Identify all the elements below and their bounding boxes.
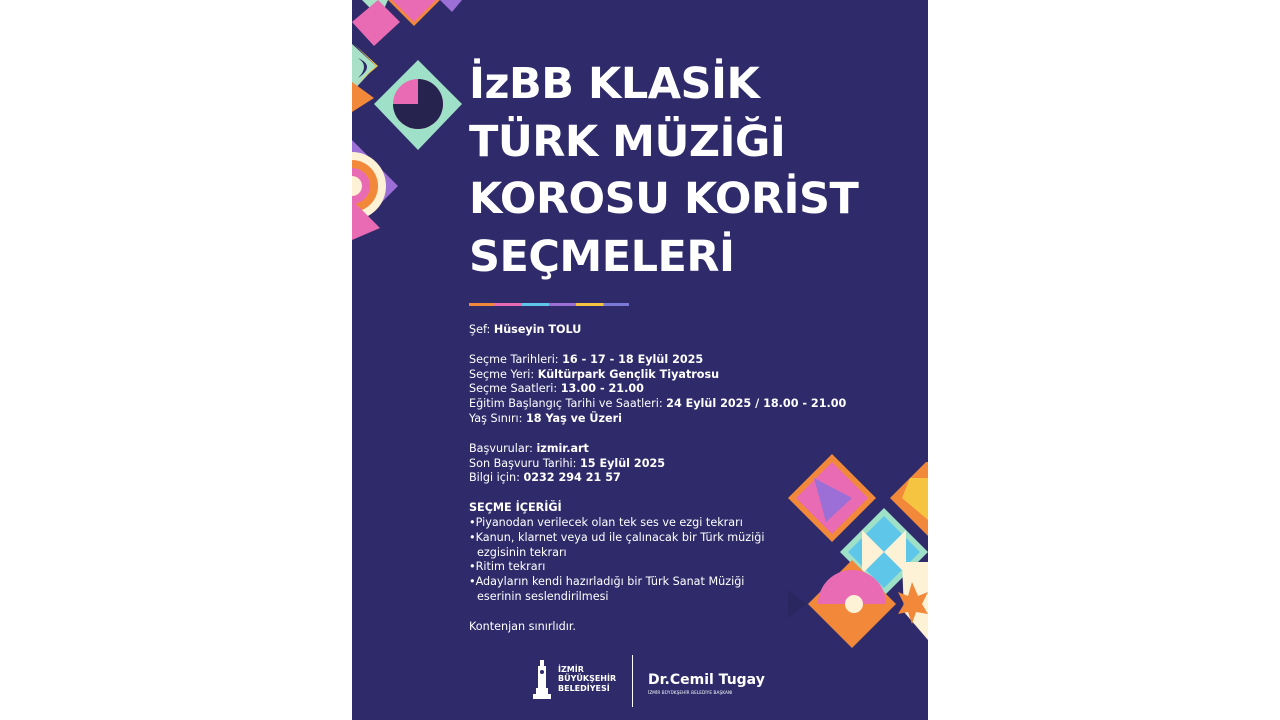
application-link[interactable]: izmir.art [536,441,589,455]
schedule-value: 24 Eylül 2025 / 18.00 - 21.00 [666,397,847,411]
conductor-value: Hüseyin TOLU [493,323,582,336]
schedule-value: 13.00 - 21.00 [560,382,644,396]
title-line: SEÇMELERİ [469,231,735,282]
mayor-title: İZMİR BÜYÜKŞEHİR BELEDİYE BAŞKANI [648,690,733,695]
application-label: Son Başvuru Tarihi: [469,456,577,470]
footer-divider [632,655,633,707]
application-label: Bilgi için: [469,471,520,485]
clock-tower-icon [532,658,552,700]
title-line: TÜRK MÜZİĞİ [469,116,786,167]
quota-note: Kontenjan sınırlıdır. [469,619,576,633]
conductor-label: Şef: [469,323,491,336]
schedule-row [469,397,909,412]
application-row [469,457,909,472]
schedule-row [469,412,909,427]
event-poster [352,0,928,720]
list-item-continuation: eserinin seslendirilmesi [477,589,609,603]
list-item: •Ritim tekrarı [469,560,546,574]
event-details [469,323,909,635]
page-title [469,56,858,286]
list-item: •Adayların kendi hazırladığı bir Türk Sanat Müziği [469,575,745,589]
title-line: KOROSU KORİST [469,174,859,224]
list-item: •Kanun, klarnet veya ud ile çalınacak bir Türk müziği [469,530,765,544]
application-row [469,442,909,457]
mayor-signature [648,672,765,695]
color-divider [469,303,629,306]
list-item-continuation: ezgisinin tekrarı [477,545,567,559]
application-label: Başvurular: [469,441,533,455]
schedule-value: Kültürpark Gençlik Tiyatrosu [537,367,720,381]
list-item: •Piyanodan verilecek olan tek ses ve ezgi tekrarı [469,515,743,529]
municipality-name: İZMİR BÜYÜKŞEHİR BELEDİYESİ [558,664,617,693]
title-line: İzBB KLASİK [469,59,760,109]
application-row [469,471,909,486]
application-value: 15 Eylül 2025 [579,456,666,470]
content-heading: SEÇME İÇERİĞİ [469,501,562,515]
schedule-label: Seçme Saatleri: [469,382,558,396]
schedule-row [469,368,909,383]
schedule-row [469,382,909,397]
schedule-row [469,353,909,368]
schedule-label: Seçme Yeri: [469,367,535,381]
schedule-label: Eğitim Başlangıç Tarihi ve Saatleri: [469,397,663,411]
schedule-label: Yaş Sınırı: [469,411,523,425]
municipality-logo [532,658,616,700]
mayor-name: Dr.Cemil Tugay [648,672,765,688]
schedule-value: 18 Yaş ve Üzeri [525,411,622,425]
schedule-value: 16 - 17 - 18 Eylül 2025 [562,352,704,366]
conductor-line [469,323,909,338]
geometric-pattern-decor [352,0,482,240]
schedule-label: Seçme Tarihleri: [469,352,559,366]
phone-number: 0232 294 21 57 [523,471,621,485]
